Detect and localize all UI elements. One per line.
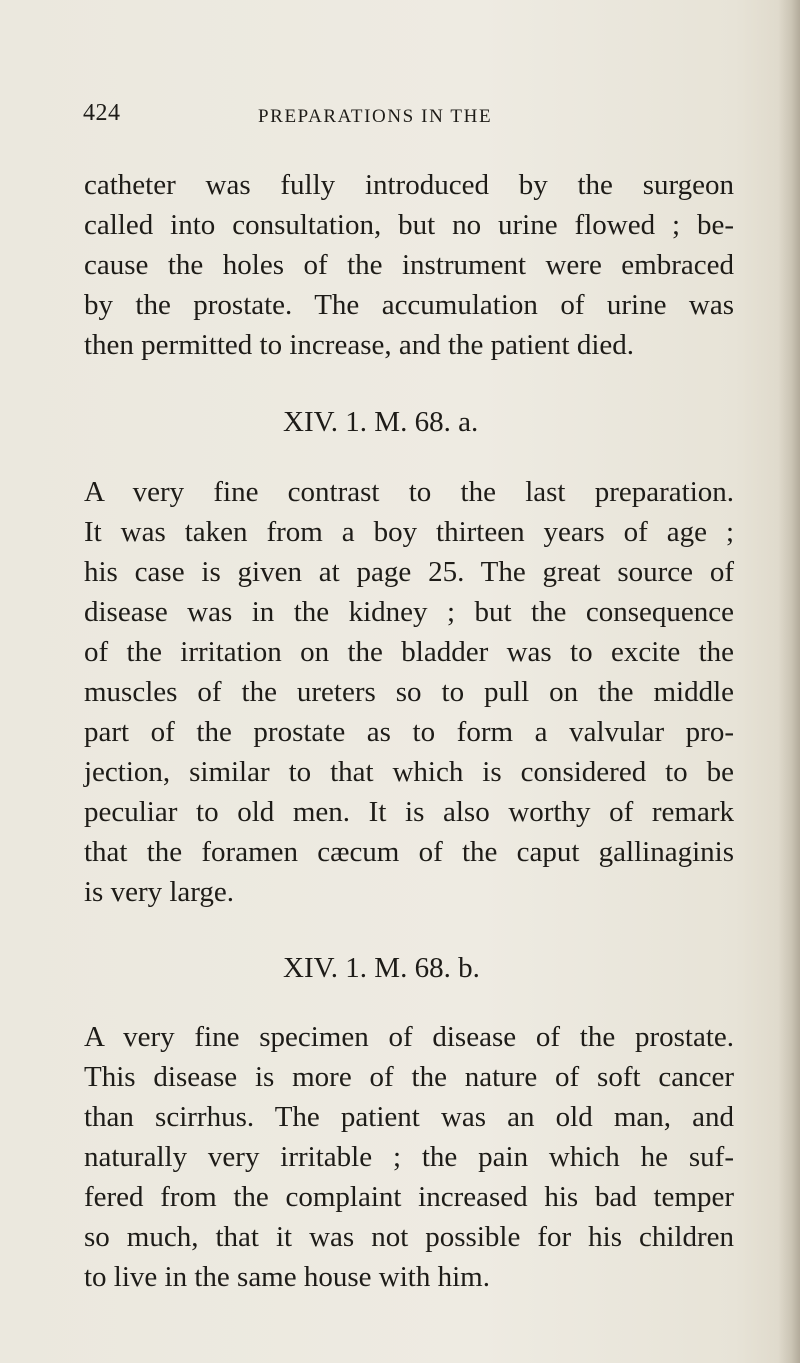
text-line: his case is given at page 25. The great source of	[84, 556, 734, 588]
text-line: to live in the same house with him.	[84, 1261, 490, 1293]
section-heading-text: XIV. 1. M. 68. a.	[283, 406, 479, 438]
text-line: fered from the complaint increased his bad temper	[84, 1181, 734, 1213]
text-line: jection, similar to that which is considered to be	[84, 756, 734, 788]
text-line: cause the holes of the instrument were embraced	[84, 249, 734, 281]
text-line: is very large.	[84, 876, 235, 908]
text-line: by the prostate. The accumulation of urine was	[84, 289, 734, 321]
page-number: 424	[83, 100, 121, 126]
text-line: disease was in the kidney ; but the consequence	[84, 596, 734, 628]
page-header	[0, 100, 800, 140]
text-line: catheter was fully introduced by the surgeon	[84, 169, 734, 201]
text-line: that the foramen cæcum of the caput gallinaginis	[84, 836, 734, 868]
text-line: A very fine specimen of disease of the prostate.	[84, 1021, 734, 1053]
text-line: A very fine contrast to the last preparation.	[84, 476, 734, 508]
text-line: then permitted to increase, and the patient died.	[84, 329, 634, 361]
text-line: of the irritation on the bladder was to excite the	[84, 636, 734, 668]
text-line: peculiar to old men. It is also worthy of remark	[84, 796, 734, 828]
text-line: This disease is more of the nature of soft cancer	[84, 1061, 734, 1093]
page-edge-shadow	[778, 0, 800, 1363]
running-head: PREPARATIONS IN THE	[258, 106, 493, 127]
text-line: so much, that it was not possible for his children	[84, 1221, 734, 1253]
section-heading-text: XIV. 1. M. 68. b.	[283, 952, 480, 984]
text-line: naturally very irritable ; the pain which he suf-	[84, 1141, 734, 1173]
text-line: called into consultation, but no urine flowed ; be-	[84, 209, 734, 241]
text-line: part of the prostate as to form a valvular pro-	[84, 716, 734, 748]
text-line: than scirrhus. The patient was an old man, and	[84, 1101, 734, 1133]
text-line: It was taken from a boy thirteen years of age ;	[84, 516, 734, 548]
text-line: muscles of the ureters so to pull on the middle	[84, 676, 734, 708]
